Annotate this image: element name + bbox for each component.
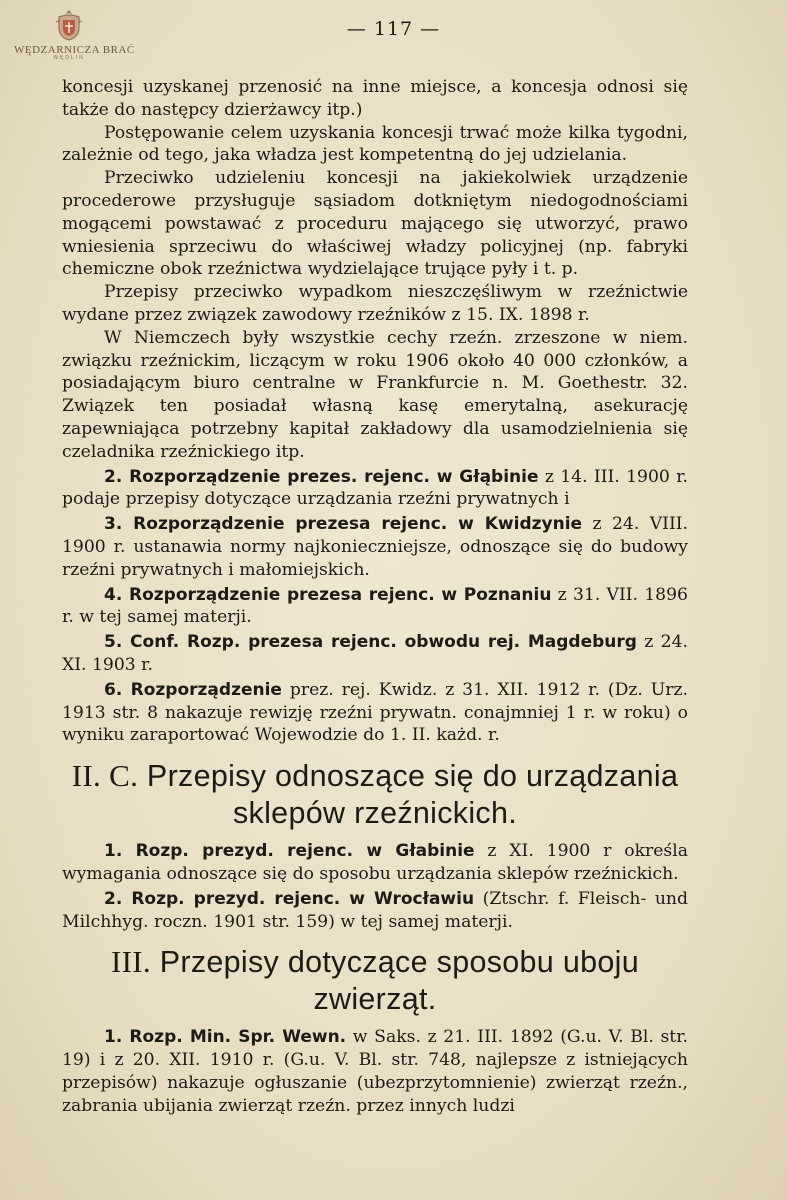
regulation-text: z 31. VII. 1896 r. w tej samej materji. xyxy=(62,584,688,628)
paragraph: Przepisy przeciwko wypadkom nieszczęśliwym w rzeźnictwie wydane przez związek zawodowy rzeźników z 15. IX. 1898 r. xyxy=(62,282,688,325)
regulation-text: prez. rej. Kwidz. z 31. XII. 1912 r. (Dz. Urz. 1913 str. 8 nakazuje rewizję rzeźni prywatn. conajmniej 1 r. w roku) o wyniku zaraportować Wojewodzie do 1. II. każd. r. xyxy=(62,679,688,746)
regulation-item xyxy=(62,1026,688,1117)
paragraph: W Niemczech były wszystkie cechy rzeźn. zrzeszone w niem. związku rzeźnickim, liczącym w roku 1906 około 40 000 członków, a posiadającym biuro centralne w Frankfurcie n. M. Goethestr. 32. Związek ten posiadał własną kasę emerytalną, asekurację zapewniająca potrzebny kapitał zakładowy dla usamodzielnienia się czeladnika rzeźnickiego itp. xyxy=(62,327,688,462)
regulation-item xyxy=(62,679,688,747)
section-title: Przepisy odnoszące się do urządzania sklepów rzeźnickich. xyxy=(146,759,679,831)
watermark-title: WĘDZARNICZA BRAĆ xyxy=(14,44,135,56)
regulation-text: z XI. 1900 r określa wymagania odnoszące się do sposobu urządzania sklepów rzeźnickich. xyxy=(62,841,688,884)
regulation-title: 3. Rozporządzenie prezesa rejenc. w Kwidzynie xyxy=(104,514,583,535)
regulation-item xyxy=(62,513,688,581)
page-body xyxy=(62,76,688,1117)
paragraph: Postępowanie celem uzyskania koncesji trwać może kilka tygodni, zależnie od tego, jaka władza jest kompetentną do jej udzielania. xyxy=(62,122,688,166)
regulation-item xyxy=(62,584,688,630)
page-number: — 117 — xyxy=(346,18,441,40)
regulation-item xyxy=(62,888,688,934)
regulation-text: w Saks. z 21. III. 1892 (G.u. V. Bl. str. 19) i z 20. XII. 1910 r. (G.u. V. Bl. str. 748, najlepsze z istniejących przepisów) nakazuje ogłuszanie (ubezprzytomnienie) zwierząt rzeźn., zabrania ubijania zwierząt rzeźn. przez innych ludzi xyxy=(62,1027,688,1116)
regulation-title: 5. Conf. Rozp. prezesa rejenc. obwodu rej. Magdeburg xyxy=(104,632,637,653)
regulation-title: 1. Rozp. Min. Spr. Wewn. xyxy=(104,1027,347,1048)
regulation-title: 2. Rozp. prezyd. rejenc. w Wrocławiu xyxy=(104,888,475,909)
watermark-subtitle: WĘDLIN xyxy=(53,55,85,61)
paragraph: Przeciwko udzieleniu koncesji na jakiekolwiek urządzenie procederowe przysługuje sąsiadom dotkniętym niedogodnościami mogącemi powstawać z proceduru mającego się utworzyć, prawo wniesienia sprzeciwu do właściwej władzy policyjnej (np. fabryki chemiczne obok rzeźnictwa wydzielające trujące pyły i t. p. xyxy=(62,168,688,280)
section-heading-3 xyxy=(62,943,688,1018)
regulation-item xyxy=(62,466,688,512)
regulation-text: z 14. III. 1900 r. podaje przepisy dotyczące urządzania rzeźni prywatnych i xyxy=(62,466,688,510)
section-number: II. C. xyxy=(71,758,139,794)
regulation-title: 1. Rozp. prezyd. rejenc. w Głabinie xyxy=(104,841,475,862)
section-title: Przepisy dotyczące sposobu uboju zwierząt. xyxy=(159,945,639,1017)
section-number: III. xyxy=(111,944,151,980)
paragraph-continuation: koncesji uzyskanej przenosić na inne miejsce, a koncesja odnosi się także do następcy dzierżawcy itp.) xyxy=(62,77,688,120)
regulation-text: (Ztschr. f. Fleisch- und Milchhyg. roczn. 1901 str. 159) w tej samej materji. xyxy=(62,888,689,932)
regulation-text: z 24. VIII. 1900 r. ustanawia normy najkonieczniejsze, odnoszące się do budowy rzeźni prywatnych i małomiejskich. xyxy=(62,514,688,580)
regulation-item xyxy=(62,631,688,677)
regulation-title: 4. Rozporządzenie prezesa rejenc. w Poznaniu xyxy=(104,584,552,605)
section-heading-2c xyxy=(62,757,688,832)
regulation-text: z 24. XI. 1903 r. xyxy=(62,632,688,675)
regulation-title: 6. Rozporządzenie xyxy=(104,679,282,700)
regulation-item xyxy=(62,840,688,886)
regulation-title: 2. Rozporządzenie prezes. rejenc. w Głąbinie xyxy=(104,466,539,487)
